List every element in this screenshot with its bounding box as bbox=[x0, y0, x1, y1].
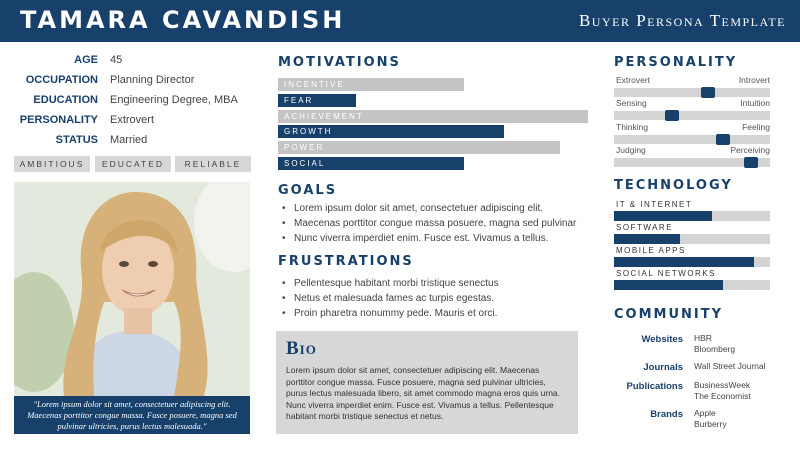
technology-fill bbox=[614, 280, 723, 290]
scale-right-label: Perceiving bbox=[730, 144, 770, 155]
technology-fill bbox=[614, 257, 754, 267]
community-value: Bloomberg bbox=[694, 344, 736, 354]
scale-marker bbox=[716, 134, 730, 145]
goal-item: • Maecenas porttitor congue massa posuere, magna sed pulvinar bbox=[280, 217, 600, 232]
community-value: BusinessWeek bbox=[694, 380, 751, 390]
community-label: Publications bbox=[626, 381, 683, 392]
technology-bar bbox=[614, 269, 770, 291]
motivations-title: MOTIVATIONS bbox=[278, 55, 401, 70]
technology-track bbox=[614, 211, 770, 221]
personality-scale bbox=[614, 122, 770, 145]
scale-right-label: Feeling bbox=[742, 121, 770, 132]
bio-title: Bio bbox=[286, 338, 317, 359]
community-values bbox=[694, 361, 766, 372]
info-row-education bbox=[14, 94, 254, 114]
motivation-bar bbox=[278, 157, 588, 170]
frustration-item: • Pellentesque habitant morbi tristique senectus bbox=[280, 277, 600, 292]
info-row-age bbox=[14, 54, 254, 74]
info-value: Married bbox=[110, 134, 148, 146]
motivation-bar bbox=[278, 94, 588, 107]
technology-bar bbox=[614, 223, 770, 245]
scale-left-label: Thinking bbox=[616, 121, 649, 132]
goal-item: • Nunc viverra imperdiet enim. Fusce est. Vivamus a tellus. bbox=[280, 232, 600, 247]
photo-caption: "Lorem ipsum dolor sit amet, consectetuer adipiscing elit. Maecenas porttitor congue massa. Fusce posuere, magna sed pulvinar ultricies, purus lectus malesuada." bbox=[14, 396, 250, 434]
info-value: Engineering Degree, MBA bbox=[110, 94, 238, 106]
scale-right-label: Introvert bbox=[738, 75, 770, 85]
motivation-label: POWER bbox=[284, 143, 325, 153]
trait-tags bbox=[14, 156, 252, 172]
technology-bar bbox=[614, 246, 770, 268]
info-label: AGE bbox=[74, 54, 98, 66]
info-label: STATUS bbox=[55, 134, 98, 146]
info-row-personality bbox=[14, 114, 254, 134]
personality-scale bbox=[614, 75, 770, 98]
motivation-label: GROWTH bbox=[284, 127, 333, 137]
technology-title: TECHNOLOGY bbox=[614, 178, 733, 193]
portrait-illustration bbox=[14, 182, 250, 396]
community-values bbox=[694, 380, 751, 402]
trait-tag: AMBITIOUS bbox=[14, 156, 90, 172]
technology-track bbox=[614, 234, 770, 244]
frustration-item: • Netus et malesuada fames ac turpis egestas. bbox=[280, 292, 600, 307]
info-label: OCCUPATION bbox=[25, 74, 98, 86]
goals-title: GOALS bbox=[278, 183, 338, 198]
scale-left-label: Extrovert bbox=[616, 75, 651, 85]
goals-list bbox=[280, 202, 600, 247]
motivation-label: SOCIAL bbox=[284, 159, 326, 168]
personality-scale bbox=[614, 98, 770, 121]
technology-label: IT & INTERNET bbox=[616, 200, 693, 209]
persona-photo bbox=[14, 182, 250, 396]
community-values bbox=[694, 333, 735, 355]
technology-fill bbox=[614, 211, 712, 221]
community-label: Brands bbox=[650, 409, 683, 420]
persona-info bbox=[14, 54, 254, 154]
community-value: HBR bbox=[694, 333, 712, 343]
scale-marker bbox=[744, 157, 758, 168]
community-value: Apple bbox=[694, 408, 716, 418]
bio-panel bbox=[276, 331, 578, 434]
technology-label: SOCIAL NETWORKS bbox=[616, 269, 716, 278]
scale-track bbox=[614, 111, 770, 120]
scale-left-label: Sensing bbox=[616, 98, 647, 109]
header-bar bbox=[0, 0, 800, 42]
persona-name: TAMARA CAVANDISH bbox=[20, 6, 346, 34]
info-value: Extrovert bbox=[110, 114, 155, 126]
info-value: Planning Director bbox=[110, 74, 195, 86]
community-label: Journals bbox=[643, 362, 683, 373]
motivation-bar bbox=[278, 125, 588, 138]
personality-scale bbox=[614, 145, 770, 168]
technology-label: MOBILE APPS bbox=[616, 246, 686, 255]
info-label: PERSONALITY bbox=[19, 114, 98, 126]
bio-text: Lorem ipsum dolor sit amet, consectetuer adipiscing elit. Maecenas porttitor congue massa. Fusce posuere, magna sed pulvinar ultricies, purus lectus malesuada libero, sit amet commodo magna eros quis urna. Nunc viverra imperdiet enim. Fusce est. Vivamus a tellus. Pellentesque habitant morbi tristique senectus et netus. bbox=[286, 365, 561, 421]
trait-tag: EDUCATED bbox=[95, 156, 171, 172]
technology-track bbox=[614, 257, 770, 267]
scale-track bbox=[614, 88, 770, 97]
community-value: Burberry bbox=[694, 419, 727, 429]
scale-left-label: Judging bbox=[616, 144, 646, 155]
motivation-label: ACHIEVEMENT bbox=[284, 111, 364, 121]
frustration-item: • Proin pharetra nonummy pede. Mauris et orci. bbox=[280, 307, 600, 322]
community-values bbox=[694, 408, 727, 430]
frustrations-title: FRUSTRATIONS bbox=[278, 254, 414, 269]
technology-bar bbox=[614, 200, 770, 222]
info-label: EDUCATION bbox=[33, 94, 98, 106]
scale-right-label: Intuition bbox=[740, 98, 770, 109]
motivation-bar bbox=[278, 141, 588, 154]
goal-item: • Lorem ipsum dolor sit amet, consectetuer adipiscing elit. bbox=[280, 202, 600, 217]
info-value: 45 bbox=[110, 54, 123, 66]
frustrations-list bbox=[280, 277, 600, 322]
community-title: COMMUNITY bbox=[614, 307, 724, 322]
personality-title: PERSONALITY bbox=[614, 55, 738, 70]
community-value: Wall Street Journal bbox=[694, 361, 766, 371]
motivation-label: INCENTIVE bbox=[284, 80, 345, 89]
motivation-label: FEAR bbox=[284, 95, 314, 105]
motivation-bar bbox=[278, 110, 588, 123]
motivation-bar bbox=[278, 78, 588, 91]
trait-tag: RELIABLE bbox=[175, 156, 251, 172]
info-row-occupation bbox=[14, 74, 254, 94]
scale-marker bbox=[701, 87, 715, 98]
template-title: Buyer Persona Template bbox=[578, 11, 786, 30]
technology-track bbox=[614, 280, 770, 290]
community-value: The Economist bbox=[694, 391, 751, 401]
scale-marker bbox=[665, 110, 679, 121]
technology-label: SOFTWARE bbox=[616, 223, 674, 232]
info-row-status bbox=[14, 134, 254, 154]
community-label: Websites bbox=[641, 334, 683, 345]
scale-track bbox=[614, 135, 770, 144]
technology-fill bbox=[614, 234, 680, 244]
